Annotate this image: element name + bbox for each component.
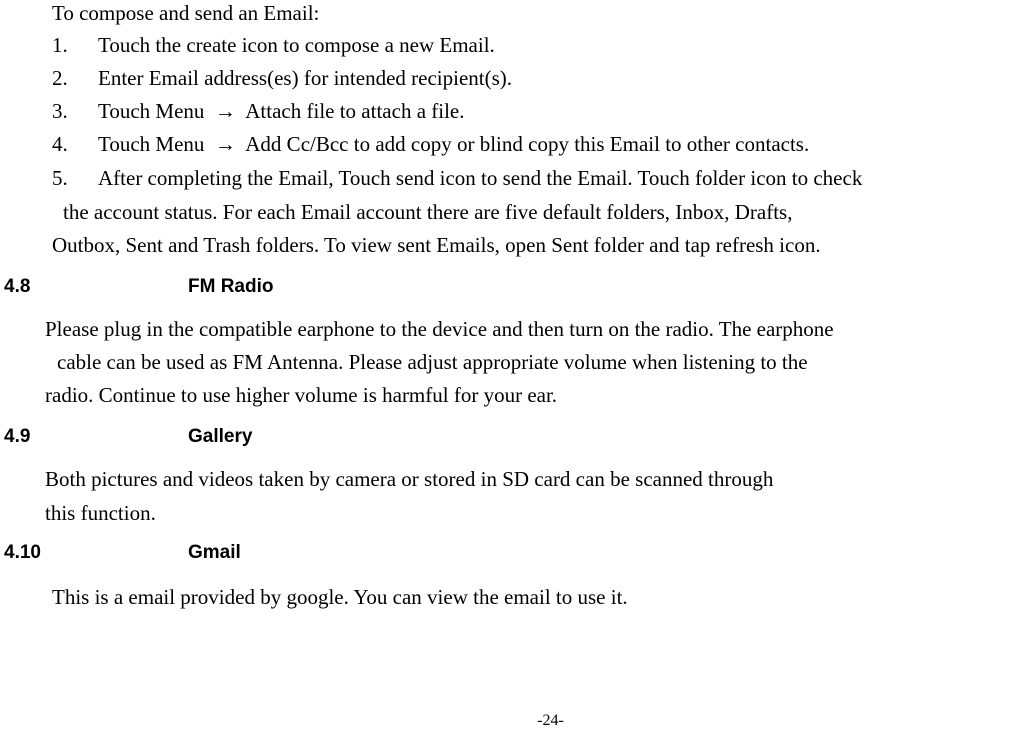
- section-number: 4.9: [4, 426, 31, 447]
- paragraph-line: cable can be used as FM Antenna. Please adjust appropriate volume when listening to the: [57, 350, 808, 374]
- email-intro: To compose and send an Email:: [52, 1, 320, 25]
- section-title: Gmail: [188, 542, 241, 563]
- list-item-number: 5.: [52, 166, 68, 190]
- paragraph-line: Both pictures and videos taken by camera or stored in SD card can be scanned through: [45, 467, 774, 491]
- section-number: 4.10: [4, 542, 41, 563]
- list-item-text: Touch Menu → Attach file to attach a file.: [98, 99, 465, 123]
- section-title: Gallery: [188, 426, 253, 447]
- list-item-continuation: Outbox, Sent and Trash folders. To view sent Emails, open Sent folder and tap refresh icon.: [52, 233, 821, 257]
- paragraph-line: Please plug in the compatible earphone to the device and then turn on the radio. The earphone: [45, 317, 834, 341]
- list-item-text: Touch the create icon to compose a new Email.: [98, 33, 495, 57]
- list-item-number: 4.: [52, 132, 68, 156]
- page-number: -24-: [537, 712, 564, 729]
- list-item-text: Touch Menu → Add Cc/Bcc to add copy or blind copy this Email to other contacts.: [98, 132, 810, 156]
- section-title: FM Radio: [188, 276, 274, 297]
- paragraph-line: this function.: [45, 501, 156, 525]
- list-item-continuation: the account status. For each Email account there are five default folders, Inbox, Drafts,: [63, 200, 793, 224]
- list-item-number: 1.: [52, 33, 68, 57]
- list-item-number: 3.: [52, 99, 68, 123]
- section-number: 4.8: [4, 276, 31, 297]
- list-item-text: Enter Email address(es) for intended recipient(s).: [98, 66, 513, 90]
- paragraph-line: This is a email provided by google. You can view the email to use it.: [52, 585, 628, 609]
- list-item-number: 2.: [52, 66, 68, 90]
- paragraph-line: radio. Continue to use higher volume is harmful for your ear.: [45, 383, 558, 407]
- list-item-text: After completing the Email, Touch send icon to send the Email. Touch folder icon to check: [98, 166, 863, 190]
